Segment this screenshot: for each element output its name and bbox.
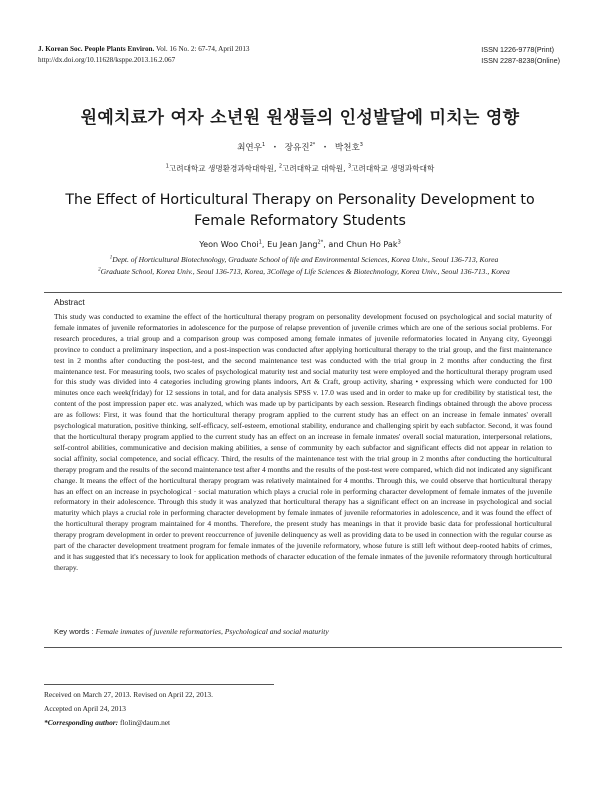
abstract-section [44, 292, 562, 648]
kr-affil-2: 고려대학교 대학원 [282, 164, 344, 173]
english-title-line-2: Female Reformatory Students [194, 213, 406, 229]
en-affil-1-sup: 1 [109, 255, 113, 261]
corresponding-email[interactable]: flolin@daum.net [120, 718, 171, 727]
journal-name: J. Korean Soc. People Plants Environ. [38, 45, 155, 53]
received-date: Received on March 27, 2013. Revised on April 22, 2013. [44, 690, 213, 699]
en-author-1-sup: 1 [258, 239, 262, 246]
doi-link[interactable]: http://dx.doi.org/10.11628/ksppe.2013.16.2.067 [38, 56, 176, 64]
journal-header [38, 44, 250, 66]
en-affil-2-sup: 2 [98, 267, 101, 273]
kr-author-2: 장유진 [284, 143, 310, 153]
kr-author-3-sup: 3 [359, 142, 363, 149]
en-and: , and [323, 239, 347, 249]
accepted-date: Accepted on April 24, 2013 [44, 704, 126, 713]
kr-sep-2: ・ [320, 143, 330, 153]
korean-title: 원예치료가 여자 소년원 원생들의 인성발달에 미치는 영향 [80, 108, 520, 128]
kr-author-3: 박천호 [334, 143, 360, 153]
en-author-3-sup: 3 [397, 239, 401, 246]
kr-affil-3-sup: 3 [347, 163, 352, 170]
abstract-text: This study was conducted to examine the effect of the horticultural therapy program on personality development focused on psychological and social maturity of female inmates of juvenile reformatories in adolescence for the purpose of relapse prevention of juvenile crimes which are one of the serious social problems. For research procedures, a trial group and a comparison group was composed among female inmates of juvenile reformatories located in Anyang city, Gyeonggi province to conduct a preliminary inspection, and a post-inspection was conducted after applying horticultural therapy to the trial group, and the first maintenance test in 2 months after conducting the post-test, and the second maintenance test was conducted with the trial group in 2 months after conducting the first maintenance test. For measuring tools, two scales of psychological maturity test and social maturity test were employed and the horticultural therapy program used for this study was divided into 4 categories including growing plants indoors, Art & Craft, group activity, sharing • expressing which were conducted for 100 minutes once each week(friday) for 12 sessions in total, and for data analysis SPSS v. 17.0 was used and in order to make up for credibility by statistical test, the content of the post impression paper etc. was analyzed, which was made up by participants by each session. Research findings obtained through the above process are as follows: First, it was found that the horticultural therapy program applied to the current study has an effect on an increase in female inmates' overall psychological maturation, positive thinking, self-efficacy, self-esteem, emotional stability, endurance and challenging spirit by each subfactor. Second, it was found that the horticultural therapy program applied to the current study has an effect on an increase in female inmates' overall social maturation, interpersonal relations, self-control abilities, communicative and decision making abilities, a sense of community by each subfactor and significant effects did not appear in relation to social affinity, social competence, and social efficacy. Third, the results of the maintenance test with the trial group in 2 months after conducting the horticultural therapy program and the results of the second maintenance test after 4 months and the results of the post-test were compared, which did not indicated any significant change. It means the effect of the horticultural therapy program was relatively maintained for 4 months. Through this, we could observe that horticultural therapy has an effect on an increase in psychological · social maturation which plays a crucial role in performing character development of female inmates of the juvenile reformatory in their adolescence. Through this study it was analyzed that horticultural therapy has a significant effect on an increase in psychological and social maturity which plays a crucial role in performing character development by female inmates of juvenile reformatories in adolescence, and it was found the effect of the horticultural therapy program maintained for 4 months. Therefore, the present study has meanings in that it provide basic data for professional horticultural therapy program development in order to prevent reoccurrence of juvenile delinquency as well as providing data to be used in connection with the regular course as part of the character development treatment program for female inmates of the juvenile reformatory, whose future is still left without deep-rooted habits of crimes, and it has suggested that it's necessary to look for application methods of character education of the female inmates of the juvenile reformatory through horticultural therapy. [54, 312, 552, 572]
en-affil-line-1: Dept. of Horticultural Biotechnology, Graduate School of life and Environmental Sciences, Korea Univ., Seoul 136-713, Korea [112, 255, 499, 264]
kr-sep-1: ・ [270, 143, 280, 153]
kr-author-1: 최연우 [237, 143, 262, 153]
footnote [44, 688, 213, 730]
en-author-2-sup: 2* [317, 239, 324, 246]
english-title-line-1: The Effect of Horticultural Therapy on Personality Development to [65, 192, 535, 208]
en-affil-line-2: Graduate School, Korea Univ., Seoul 136-713, Korea, 3College of Life Sciences & Biotechnology, Korea Univ., Seoul 136-713., Korea [100, 267, 510, 276]
en-author-1: Yeon Woo Choi [199, 239, 259, 249]
kr-affil-1-sup: 1 [165, 163, 169, 170]
keywords-value: Female inmates of juvenile reformatories, Psychological and social maturity [95, 627, 329, 636]
keywords-label: Key words : [54, 627, 94, 636]
kr-affil-2-sup: 2 [278, 163, 283, 170]
english-authors: Yeon Woo Choi$^1$, Eu Jean Jang$^{2*}$, and Chun Ho Pak$^3$ [199, 239, 401, 249]
en-author-2: Eu Jean Jang [267, 239, 318, 249]
issn-print: ISSN 1226-9778(Print) [481, 45, 554, 54]
kr-author-1-sup: 1 [261, 142, 266, 149]
issn-online: ISSN 2287-8238(Online) [481, 56, 560, 65]
english-affiliations [34, 254, 574, 278]
footnote-divider [44, 684, 274, 685]
korean-authors [0, 141, 600, 153]
kr-affil-1: 고려대학교 생명환경과학대학원 [168, 164, 275, 173]
korean-affiliations: $^1$고려대학교 생명환경과학대학원, $^2$고려대학교 대학원, $^3$고려대학교 생명과학대학 [165, 163, 435, 173]
issn-block [481, 44, 560, 66]
keywords [54, 627, 329, 636]
kr-author-2-sup: 2* [309, 142, 316, 149]
kr-affil-3: 고려대학교 생명과학대학 [351, 164, 435, 173]
en-author-3: Chun Ho Pak [346, 239, 398, 249]
volume-info: Vol. 16 No. 2: 67-74, April 2013 [156, 45, 250, 53]
corresponding-label: *Corresponding author: [44, 718, 119, 727]
abstract-heading: Abstract [54, 297, 85, 307]
english-title [0, 190, 600, 232]
